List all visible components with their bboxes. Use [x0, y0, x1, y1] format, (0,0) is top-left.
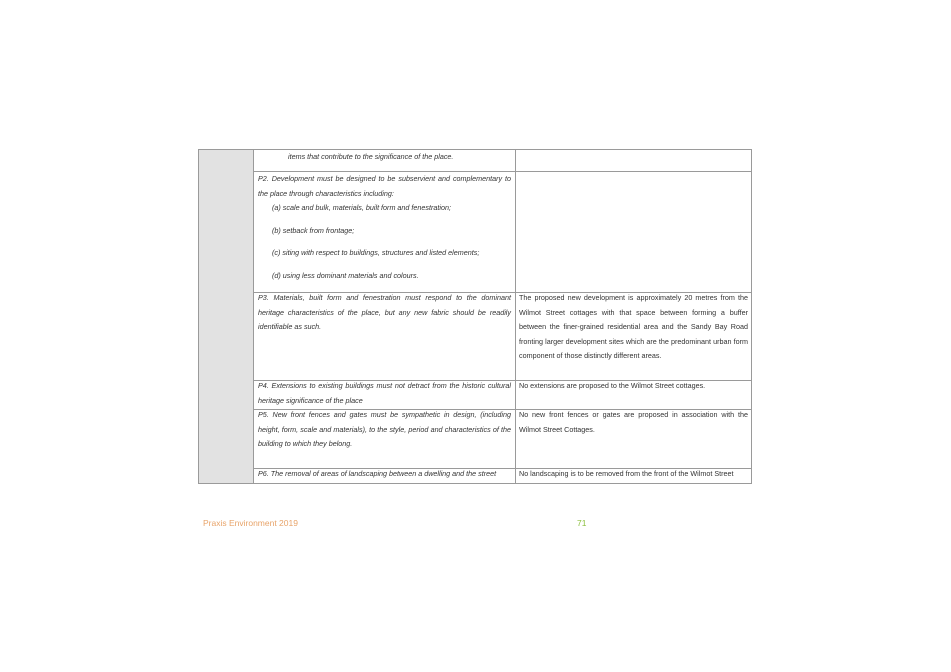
- requirement-p2-text: P2. Development must be designed to be subservient and complementary to the place through characteristics including:: [258, 174, 511, 198]
- table-row-5-requirement: P6. The removal of areas of landscaping between a dwelling and the street: [258, 469, 497, 478]
- table-row-3-response: No extensions are proposed to the Wilmot Street cottages.: [519, 381, 706, 390]
- list-item: (c) siting with respect to buildings, structures and listed elements;: [272, 248, 480, 258]
- table-row-1-requirement: [258, 172, 511, 284]
- table-row-5-response: No landscaping is to be removed from the front of the Wilmot Street: [519, 469, 734, 478]
- table-row-0-requirement: items that contribute to the significance of the place.: [288, 152, 454, 161]
- table-row-4-response: No new front fences or gates are proposed in association with the Wilmot Street Cottages.: [519, 410, 748, 434]
- table-label-column: [199, 150, 254, 483]
- page-number: 71: [577, 518, 587, 528]
- table-row-2-response: The proposed new development is approximately 20 metres from the Wilmot Street cottages with that space between forming a buffer between the finer-grained residential area and the Sandy Bay Road fronting larger development sites which are the predominant urban form component of those distinctly different areas.: [519, 293, 748, 361]
- list-item: (a) scale and bulk, materials, built form and fenestration;: [272, 203, 451, 213]
- footer-organisation: Praxis Environment 2019: [203, 518, 298, 528]
- table-row-2-requirement: P3. Materials, built form and fenestration must respond to the dominant heritage characteristics of the place, but any new fabric should be readily identifiable as such.: [258, 293, 511, 332]
- column-divider: [515, 150, 516, 483]
- list-item: (d) using less dominant materials and colours.: [272, 270, 419, 280]
- table-row-4-requirement: P5. New front fences and gates must be sympathetic in design, (including height, form, scale and materials), to the style, period and characteristics of the building to which they belong.: [258, 410, 511, 449]
- table-row-3-requirement: P4. Extensions to existing buildings must not detract from the historic cultural heritage significance of the place: [258, 381, 511, 405]
- heritage-assessment-table: [198, 149, 752, 484]
- list-item: (b) setback from frontage;: [272, 225, 355, 235]
